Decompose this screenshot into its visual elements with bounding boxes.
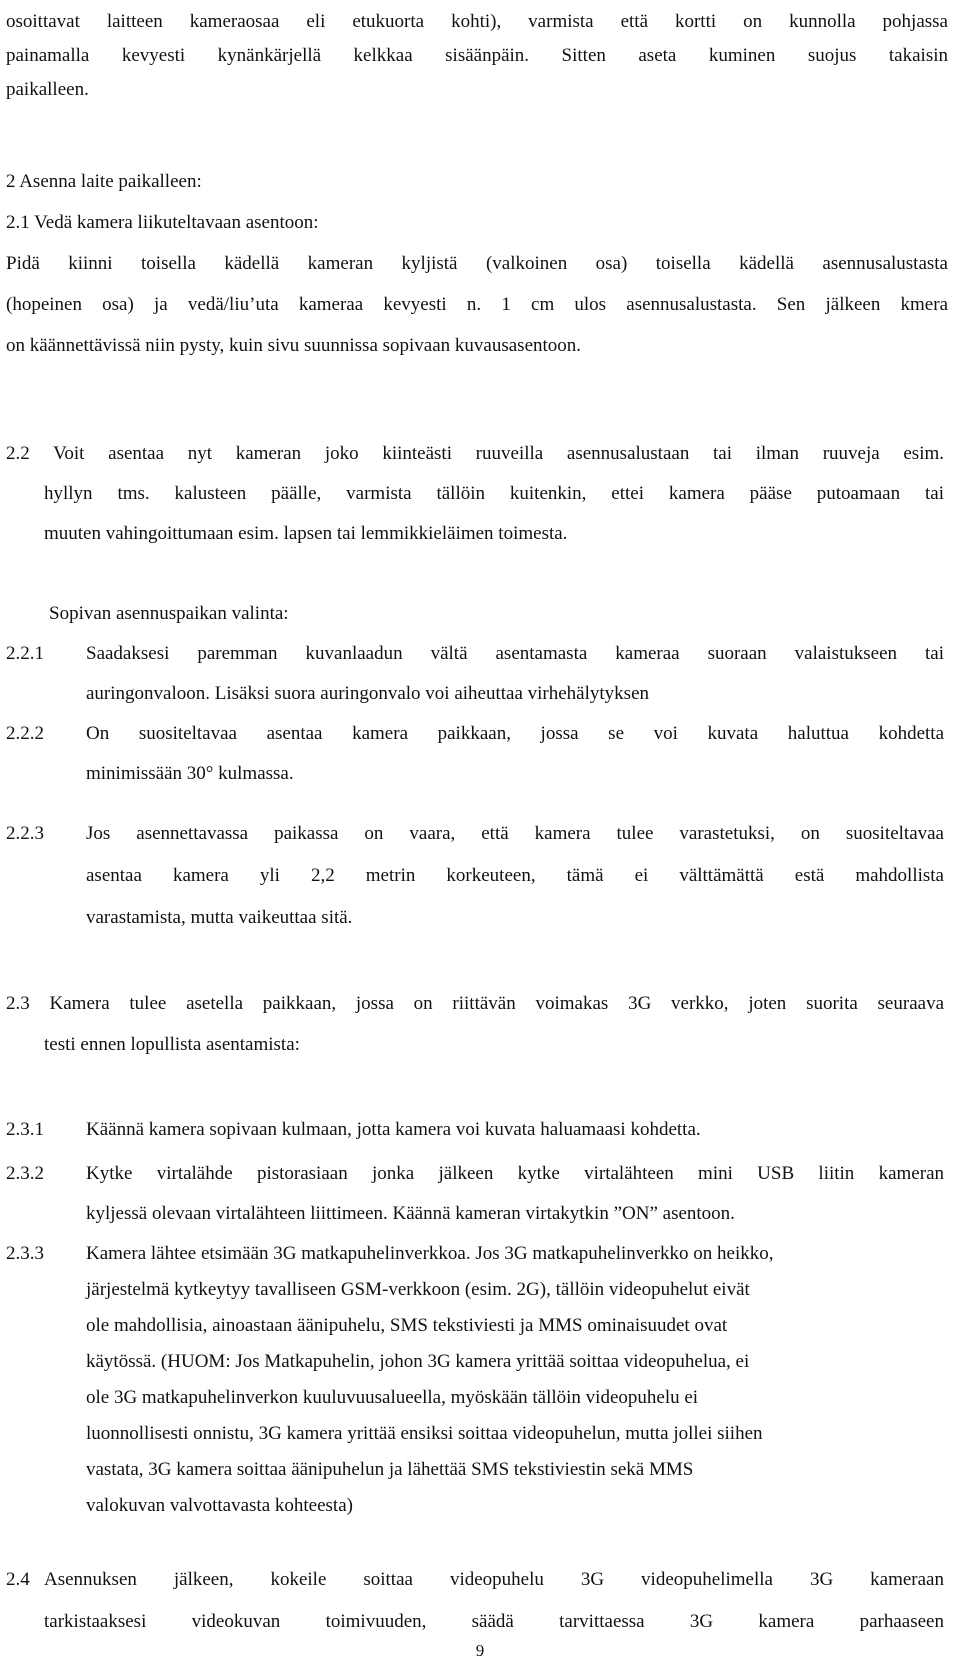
paragraph-line: muuten vahingoittumaan esim. lapsen tai lemmikkieläimen toimesta. xyxy=(44,523,568,544)
subsection-label: Sopivan asennuspaikan valinta: xyxy=(49,603,289,624)
item-line: Kytke virtalähde pistorasiaan jonka jälkeen kytke virtalähteen mini USB liitin kameran xyxy=(86,1163,944,1184)
item-line: asentaa kamera yli 2,2 metrin korkeuteen, tämä ei välttämättä estä mahdollista xyxy=(86,865,944,886)
item-number: 2.4 xyxy=(6,1569,30,1590)
item-line: On suositeltavaa asentaa kamera paikkaan, jossa se voi kuvata haluttua kohdetta xyxy=(86,723,944,744)
section-heading: 2 Asenna laite paikalleen: xyxy=(6,171,202,192)
item-line: luonnollisesti onnistu, 3G kamera yrittää ensiksi soittaa videopuhelun, mutta jollei siihen xyxy=(86,1423,763,1444)
paragraph-line: testi ennen lopullista asentamista: xyxy=(44,1034,300,1055)
paragraph-line: Pidä kiinni toisella kädellä kameran kyljistä (valkoinen osa) toisella kädellä asennusalustasta xyxy=(6,253,948,274)
item-line: vastata, 3G kamera soittaa äänipuhelun ja lähettää SMS tekstiviestin sekä MMS xyxy=(86,1459,694,1480)
item-line: kyljessä olevaan virtalähteen liittimeen. Käännä kameran virtakytkin ”ON” asentoon. xyxy=(86,1203,735,1224)
intro-line: osoittavat laitteen kameraosaa eli etukuorta kohti), varmista että kortti on kunnolla pohjassa xyxy=(6,11,948,32)
paragraph-line: (hopeinen osa) ja vedä/liu’uta kameraa kevyesti n. 1 cm ulos asennusalustasta. Sen jälkeen kmera xyxy=(6,294,948,315)
item-line: Kamera lähtee etsimään 3G matkapuhelinverkkoa. Jos 3G matkapuhelinverkko on heikko, xyxy=(86,1243,774,1264)
item-number: 2.2.1 xyxy=(6,643,44,664)
item-line: valokuvan valvottavasta kohteesta) xyxy=(86,1495,353,1516)
item-line: minimissään 30° kulmassa. xyxy=(86,763,294,784)
paragraph-line: hyllyn tms. kalusteen päälle, varmista tällöin kuitenkin, ettei kamera pääse putoamaan tai xyxy=(44,483,944,504)
item-line: auringonvaloon. Lisäksi suora auringonvalo voi aiheuttaa virhehälytyksen xyxy=(86,683,649,704)
item-line: käytössä. (HUOM: Jos Matkapuhelin, johon 3G kamera yrittää soittaa videopuhelua, ei xyxy=(86,1351,750,1372)
item-line: Jos asennettavassa paikassa on vaara, että kamera tulee varastetuksi, on suositeltavaa xyxy=(86,823,944,844)
item-number: 2.3.3 xyxy=(6,1243,44,1264)
item-line: ole mahdollisia, ainoastaan äänipuhelu, SMS tekstiviesti ja MMS ominaisuudet ovat xyxy=(86,1315,728,1336)
item-line: Saadaksesi paremman kuvanlaadun vältä asentamasta kameraa suoraan valaistukseen tai xyxy=(86,643,944,664)
item-line: Asennuksen jälkeen, kokeile soittaa videopuhelu 3G videopuhelimella 3G kameraan xyxy=(44,1569,944,1590)
paragraph-line: 2.2 Voit asentaa nyt kameran joko kiinteästi ruuveilla asennusalustaan tai ilman ruuveja esim. xyxy=(6,443,944,464)
item-number: 2.3.2 xyxy=(6,1163,44,1184)
item-number: 2.3.1 xyxy=(6,1119,44,1140)
subsection-heading: 2.1 Vedä kamera liikuteltavaan asentoon: xyxy=(6,212,319,233)
item-number: 2.2.3 xyxy=(6,823,44,844)
item-line: ole 3G matkapuhelinverkon kuuluvuusalueella, myöskään tällöin videopuhelu ei xyxy=(86,1387,699,1408)
paragraph-line: 2.3 Kamera tulee asetella paikkaan, jossa on riittävän voimakas 3G verkko, joten suorita seuraava xyxy=(6,993,944,1014)
item-line: tarkistaaksesi videokuvan toimivuuden, säädä tarvittaessa 3G kamera parhaaseen xyxy=(44,1611,944,1632)
intro-line: painamalla kevyesti kynänkärjellä kelkkaa sisäänpäin. Sitten aseta kuminen suojus takaisin xyxy=(6,45,948,66)
page-number: 9 xyxy=(475,1641,485,1660)
intro-line: paikalleen. xyxy=(6,79,89,100)
item-line: varastamista, mutta vaikeuttaa sitä. xyxy=(86,907,353,928)
item-line: järjestelmä kytkeytyy tavalliseen GSM-verkkoon (esim. 2G), tällöin videopuhelut eivät xyxy=(86,1279,750,1300)
item-line: Käännä kamera sopivaan kulmaan, jotta kamera voi kuvata haluamaasi kohdetta. xyxy=(86,1119,701,1140)
item-number: 2.2.2 xyxy=(6,723,44,744)
paragraph-line: on käännettävissä niin pysty, kuin sivu suunnissa sopivaan kuvausasentoon. xyxy=(6,335,582,356)
